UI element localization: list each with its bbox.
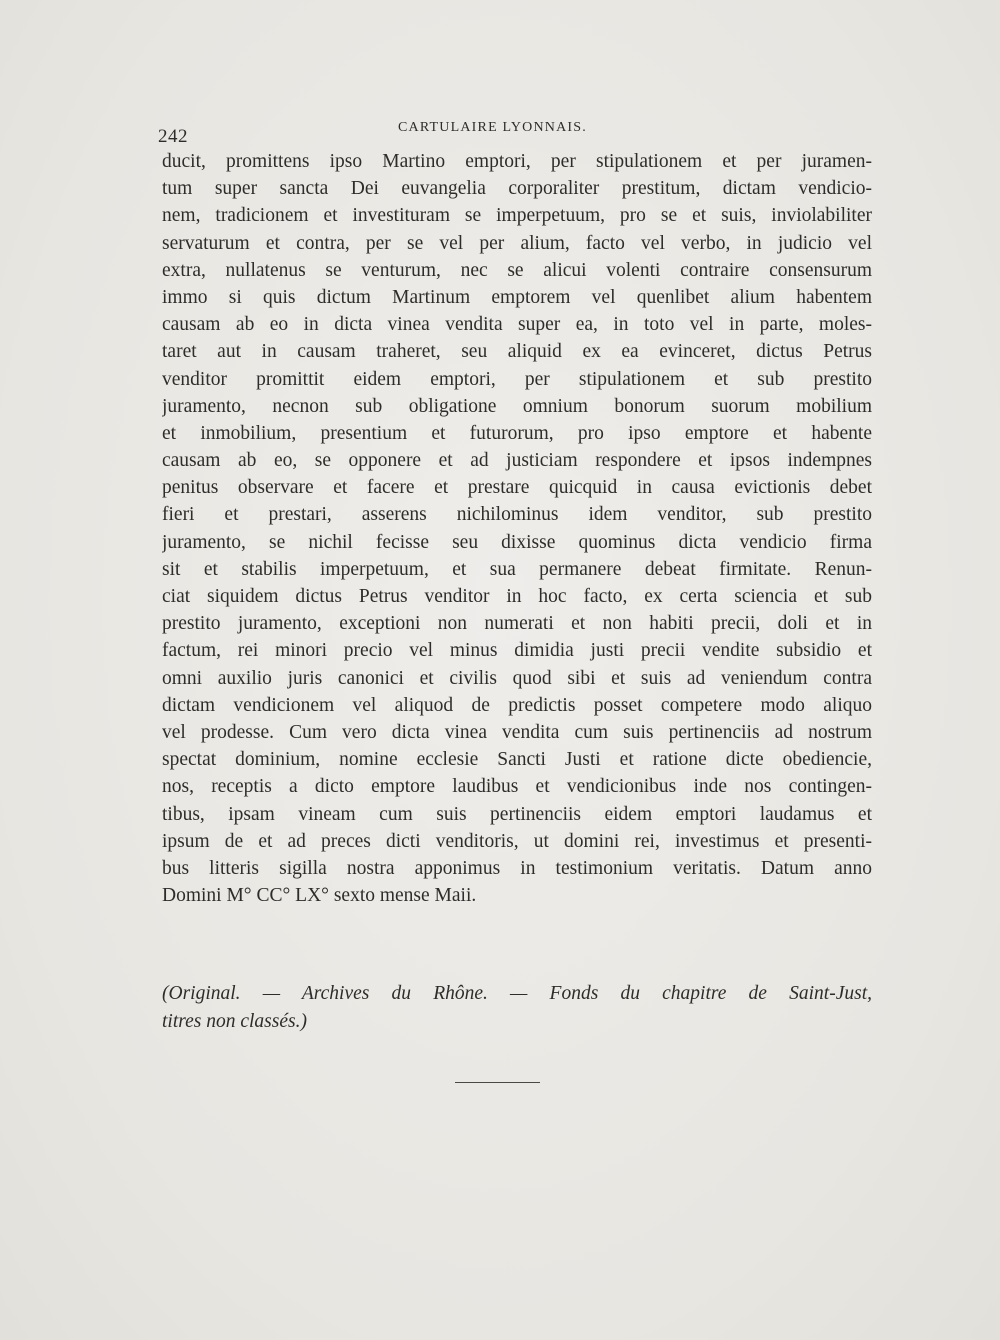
page-header [158,120,870,147]
source-citation [162,980,872,1036]
text-line: spectat dominium, nomine ecclesie Sancti Justi et ratione dicte obediencie, [162,749,872,771]
charter-text [162,148,872,909]
text-line: dictam vendicionem vel aliquod de predictis posset competere modo aliquo [162,694,872,716]
text-line: causam ab eo in dicta vinea vendita super ea, in toto vel in parte, moles- [162,314,872,336]
text-line: ciat siquidem dictus Petrus venditor in hoc facto, ex certa sciencia et sub [162,586,872,607]
end-rule [455,1082,540,1083]
text-line: et inmobilium, presentium et futurorum, pro ipso emptore et habente [162,422,872,444]
text-line: bus litteris sigilla nostra apponimus in testimonium veritatis. Datum anno [162,857,872,879]
text-line: nos, receptis a dicto emptore laudibus et vendicionibus inde nos contingen- [162,776,872,798]
source-line: (Original. — Archives du Rhône. — Fonds du chapitre de Saint-Just, [162,983,872,1004]
text-line: immo si quis dictum Martinum emptorem vel quenlibet alium habentem [162,286,872,308]
text-line: ipsum de et ad preces dicti venditoris, ut domini rei, investimus et presenti- [162,830,872,852]
text-line: servaturum et contra, per se vel per alium, facto vel verbo, in judicio vel [162,232,872,254]
text-line: Domini M° CC° LX° sexto mense Maii. [162,885,477,907]
text-line: penitus observare et facere et prestare quicquid in causa evictionis debet [162,477,872,499]
text-line: tibus, ipsam vineam cum suis pertinenciis eidem emptori laudamus et [162,803,872,825]
text-line: sit et stabilis imperpetuum, et sua permanere debeat firmitate. Renun- [162,558,872,580]
text-line: causam ab eo, se opponere et ad justiciam respondere et ipsos indempnes [162,450,872,472]
text-line: prestito juramento, exceptioni non numerati et non habiti precii, doli et in [162,613,872,635]
page-number: 242 [158,126,188,147]
text-line: venditor promittit eidem emptori, per stipulationem et sub prestito [162,368,872,390]
text-line: fieri et prestari, asserens nichilominus idem venditor, sub prestito [162,504,872,526]
text-line: omni auxilio juris canonici et civilis quod sibi et suis ad veniendum contra [162,667,872,689]
source-line: titres non classés.) [162,1011,307,1032]
text-line: taret aut in causam traheret, seu aliquid ex ea evinceret, dictus Petrus [162,341,872,363]
text-line: vel prodesse. Cum vero dicta vinea vendita cum suis pertinenciis ad nostrum [162,721,872,743]
text-line: ducit, promittens ipso Martino emptori, per stipulationem et per juramen- [162,151,872,172]
text-line: tum super sancta Dei euvangelia corporaliter prestitum, dictam vendicio- [162,178,872,200]
running-title: CARTULAIRE LYONNAIS. [398,120,587,135]
text-line: factum, rei minori precio vel minus dimidia justi precii vendite subsidio et [162,640,872,662]
text-line: juramento, se nichil fecisse seu dixisse quominus dicta vendicio firma [162,531,872,553]
text-line: juramento, necnon sub obligatione omnium bonorum suorum mobilium [162,395,872,417]
text-line: extra, nullatenus se venturum, nec se alicui volenti contraire consensurum [162,259,872,281]
text-line: nem, tradicionem et investituram se imperpetuum, pro se et suis, inviolabiliter [162,205,872,227]
